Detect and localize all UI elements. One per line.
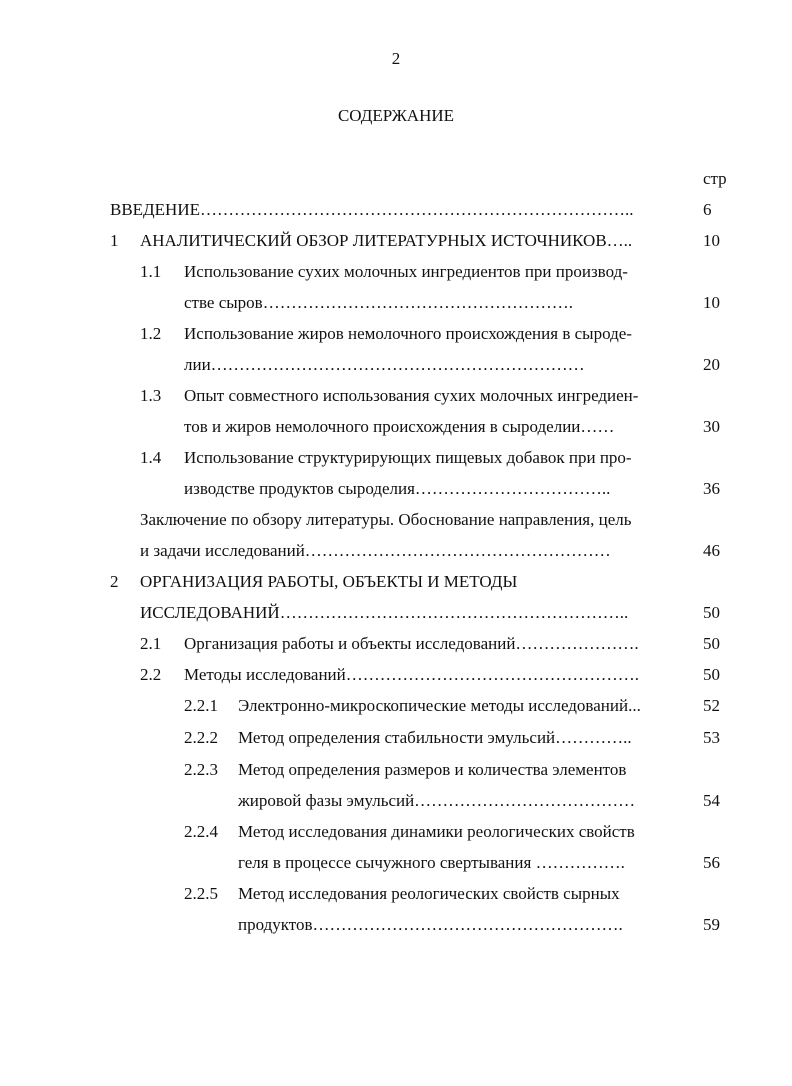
toc-entry-title-line1: Использование сухих молочных ингредиентов при производ- xyxy=(184,262,628,281)
toc-entry-title-line2: продуктов………………………………………………. xyxy=(238,915,623,934)
toc-entry-page: 53 xyxy=(703,728,720,747)
toc-entry-title-line2: тов и жиров немолочного происхождения в сыроделии…… xyxy=(184,417,615,436)
toc-entry-page: 54 xyxy=(703,791,720,810)
toc-entry-title: ВВЕДЕНИЕ………………………………………………………………….. xyxy=(110,200,634,219)
toc-entry-title-line1: Метод исследования динамики реологических свойств xyxy=(238,822,635,841)
toc-entry-title: Методы исследований……………………………………………. xyxy=(184,665,640,684)
toc-entry-number: 2.2.3 xyxy=(184,760,218,779)
toc-entry-number: 2.2.1 xyxy=(184,696,218,715)
toc-entry-title-line2: ИССЛЕДОВАНИЙ…………………………………………………….. xyxy=(140,603,629,622)
toc-entry-number: 2 xyxy=(110,572,119,591)
toc-entry-title-line1: Использование жиров немолочного происхождения в сыроде- xyxy=(184,324,632,343)
page-title: СОДЕРЖАНИЕ xyxy=(337,106,455,125)
toc-entry-title-line1: ОРГАНИЗАЦИЯ РАБОТЫ, ОБЪЕКТЫ И МЕТОДЫ xyxy=(140,572,518,591)
toc-entry-number: 1 xyxy=(110,231,119,250)
toc-entry-number: 1.3 xyxy=(140,386,162,405)
toc-entry-title-line1: Метод определения размеров и количества элементов xyxy=(238,760,627,779)
toc-entry-page: 6 xyxy=(703,200,712,219)
toc-entry-title-line2: и задачи исследований……………………………………………… xyxy=(140,541,611,560)
toc-entry-number: 2.2.5 xyxy=(184,884,218,903)
toc-entry-number: 1.1 xyxy=(140,262,162,281)
toc-entry-number: 1.4 xyxy=(140,448,162,467)
toc-entry-number: 1.2 xyxy=(140,324,162,343)
toc-entry-title: Метод определения стабильности эмульсий………….. xyxy=(238,728,632,747)
toc-entry-title-line2: лии………………………………………………………… xyxy=(184,355,585,374)
toc-entry-page: 46 xyxy=(703,541,720,560)
toc-entry-page: 50 xyxy=(703,665,720,684)
toc-entry-title-line1: Опыт совместного использования сухих молочных ингредиен- xyxy=(184,386,639,405)
page-number: 2 xyxy=(391,49,401,68)
toc-entry-page: 20 xyxy=(703,355,720,374)
toc-entry-title: Организация работы и объекты исследований…………………. xyxy=(184,634,639,653)
toc-entry-page: 30 xyxy=(703,417,720,436)
toc-entry-title-line1: Метод исследования реологических свойств сырных xyxy=(238,884,620,903)
toc-entry-page: 59 xyxy=(703,915,720,934)
toc-entry-title-line2: стве сыров………………………………………………. xyxy=(184,293,573,312)
toc-entry-page: 50 xyxy=(703,634,720,653)
toc-entry-number: 2.1 xyxy=(140,634,162,653)
toc-entry-title-line1: Использование структурирующих пищевых добавок при про- xyxy=(184,448,632,467)
toc-entry-page: 56 xyxy=(703,853,720,872)
page-column-header: стр xyxy=(703,169,727,188)
toc-entry-page: 52 xyxy=(703,696,720,715)
toc-entry-number: 2.2 xyxy=(140,665,162,684)
toc-entry-page: 36 xyxy=(703,479,720,498)
toc-entry-number: 2.2.4 xyxy=(184,822,218,841)
toc-entry-title-line2: жировой фазы эмульсий………………………………… xyxy=(238,791,636,810)
toc-entry-title-line2: изводстве продуктов сыроделия…………………………….. xyxy=(184,479,611,498)
toc-entry-title-line1: Заключение по обзору литературы. Обоснование направления, цель xyxy=(140,510,632,529)
toc-entry-title: АНАЛИТИЧЕСКИЙ ОБЗОР ЛИТЕРАТУРНЫХ ИСТОЧНИКОВ….. xyxy=(140,231,633,250)
toc-entry-page: 10 xyxy=(703,293,720,312)
toc-entry-title: Электронно-микроскопические методы исследований... xyxy=(238,696,641,715)
toc-entry-title-line2: геля в процессе сычужного свертывания ……………. xyxy=(238,853,625,872)
toc-entry-number: 2.2.2 xyxy=(184,728,218,747)
toc-entry-page: 50 xyxy=(703,603,720,622)
toc-entry-page: 10 xyxy=(703,231,720,250)
